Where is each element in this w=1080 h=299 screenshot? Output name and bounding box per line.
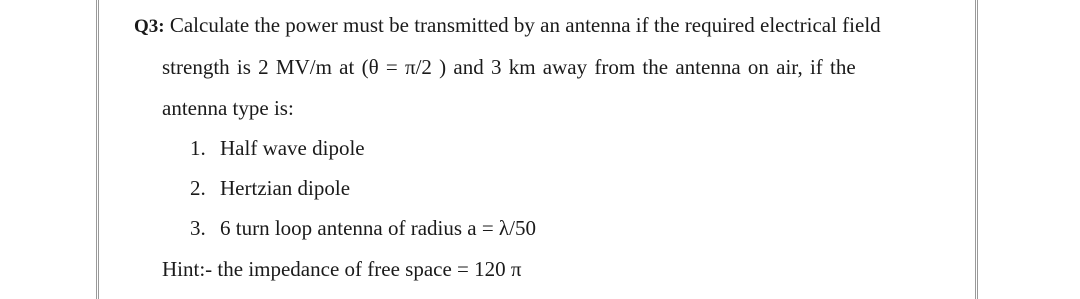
question-line-2: strength is 2 MV/m at (θ = π/2 ) and 3 km away from the antenna on air, if the [162, 55, 856, 79]
question-line-1 [134, 13, 881, 39]
question-line-3: antenna type is: [162, 96, 294, 120]
list-item-3 [190, 216, 536, 240]
hint-line: Hint:- the impedance of free space = 120 π [162, 257, 522, 281]
list-item-text: 6 turn loop antenna of radius a = λ/50 [220, 216, 536, 240]
list-item-1 [190, 136, 365, 160]
list-item-text: Hertzian dipole [220, 176, 351, 200]
list-item-number: 2. [190, 176, 206, 200]
question-label: Q3: [134, 16, 165, 37]
list-item-number: 3. [190, 216, 206, 240]
list-item-2 [190, 176, 350, 200]
question-text-1: Calculate the power must be transmitted by an antenna if the required electrical field [169, 13, 881, 37]
list-item-number: 1. [190, 136, 206, 160]
list-item-text: Half wave dipole [220, 136, 365, 160]
